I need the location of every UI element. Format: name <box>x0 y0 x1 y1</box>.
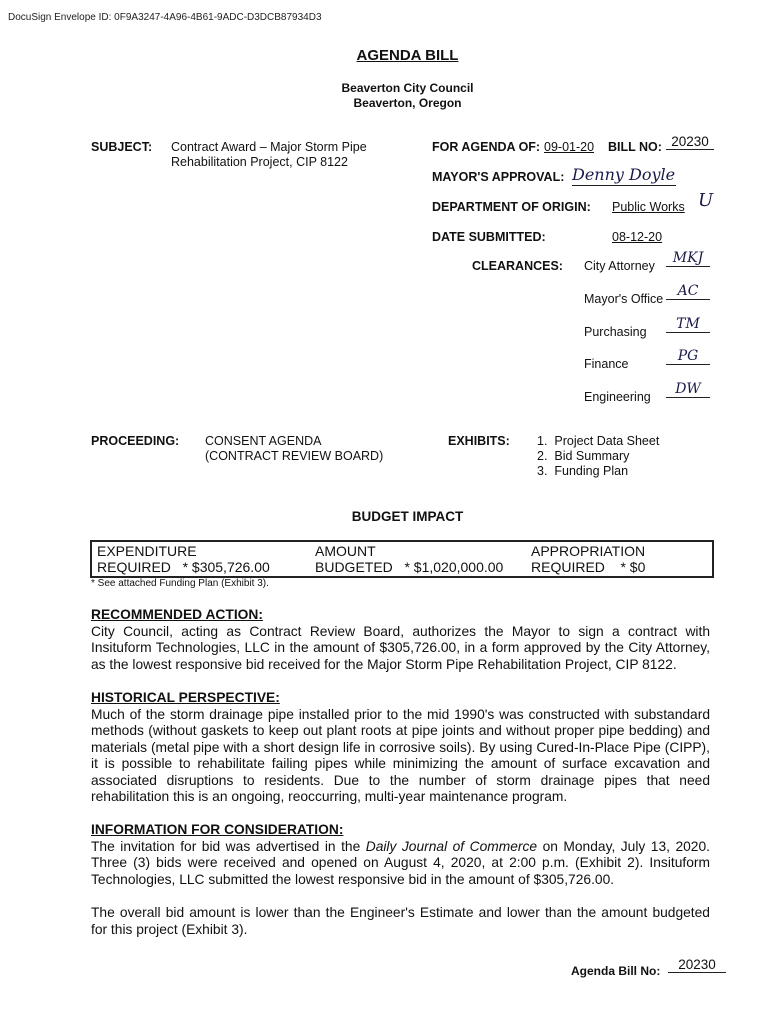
mayor-approval-label: MAYOR'S APPROVAL: <box>432 170 565 184</box>
bill-no-value: 20230 <box>666 134 714 150</box>
bill-no-label: BILL NO: <box>608 140 662 154</box>
for-agenda-date: 09-01-20 <box>544 140 595 154</box>
clearance-initials: PG <box>666 348 710 365</box>
recommended-action-text: City Council, acting as Contract Review Board, authorizes the Mayor to sign a contract with Insituform Technologies, LLC in the amount of $305,726.00, in a form approved by the City Attorney, as the lowest responsive bid received for the Major Storm Pipe Rehabilitation Project, CIP 8122. <box>91 623 710 672</box>
for-agenda-label: FOR AGENDA OF: <box>432 140 541 154</box>
expenditure-value: * $305,726.00 <box>182 559 270 575</box>
information-paragraph-2: The overall bid amount is lower than the Engineer's Estimate and lower than the amount budgeted for this project (Exhibit 3). <box>91 905 710 937</box>
mayor-signature: Denny Doyle <box>572 165 676 184</box>
information-heading: INFORMATION FOR CONSIDERATION: <box>91 822 344 837</box>
budget-footnote: * See attached Funding Plan (Exhibit 3). <box>91 578 269 589</box>
journal-name: Daily Journal of Commerce <box>365 838 538 854</box>
clearance-name: Engineering <box>584 390 651 404</box>
proceeding-label: PROCEEDING: <box>91 434 180 448</box>
department-value: Public Works <box>612 200 685 214</box>
recommended-action-heading: RECOMMENDED ACTION: <box>91 607 263 622</box>
page-title: AGENDA BILL <box>356 47 459 64</box>
footer-bill-label: Agenda Bill No: <box>571 964 661 978</box>
subject-label: SUBJECT: <box>91 140 153 154</box>
date-submitted-value: 08-12-20 <box>612 230 663 244</box>
recommended-action-section <box>91 607 710 673</box>
envelope-id: DocuSign Envelope ID: 0F9A3247-4A96-4B61-9ADC-D3DCB87934D3 <box>8 12 322 23</box>
amount-label-2: BUDGETED <box>315 559 393 575</box>
historical-perspective-section <box>91 690 710 806</box>
information-section <box>91 822 710 888</box>
exhibits-label: EXHIBITS: <box>448 434 510 448</box>
proceeding-line-2: (CONTRACT REVIEW BOARD) <box>205 449 384 463</box>
council-name: Beaverton City Council <box>341 81 474 95</box>
date-submitted-label: DATE SUBMITTED: <box>432 230 546 244</box>
appropriation-label: APPROPRIATION <box>531 543 646 559</box>
information-text-post: on Monday, July 13, 2020. Three (3) bids were received and opened on August 4, 2020, at 2:00 p.m. (Exhibit 2). Insituform Technologies, LLC submitted the lowest responsive bid in the amount of $305,726.00. <box>91 838 710 887</box>
information-text-pre: The invitation for bid was advertised in the <box>91 838 366 854</box>
exhibit-item: 2. Bid Summary <box>537 449 630 463</box>
proceeding-line-1: CONSENT AGENDA <box>205 434 322 448</box>
subject-line-1: Contract Award – Major Storm Pipe <box>171 140 367 154</box>
clearance-name: Finance <box>584 357 629 371</box>
clearance-name: Purchasing <box>584 325 647 339</box>
footer-bill-value: 20230 <box>668 957 726 973</box>
expenditure-label-2: REQUIRED <box>97 559 171 575</box>
budget-table <box>90 540 714 578</box>
amount-value: * $1,020,000.00 <box>404 559 504 575</box>
clearance-initials: TM <box>666 316 710 333</box>
clearance-initials: AC <box>666 283 710 300</box>
subject-line-2: Rehabilitation Project, CIP 8122 <box>171 155 348 169</box>
historical-perspective-heading: HISTORICAL PERSPECTIVE: <box>91 690 280 705</box>
clearance-initials: DW <box>666 381 710 398</box>
clearance-initials: MKJ <box>666 250 710 267</box>
historical-perspective-text: Much of the storm drainage pipe installed prior to the mid 1990's was constructed with substandard methods (without gaskets to keep out plant roots at pipe joints and without proper pipe bedding) and materials (metal pipe with a short design life in corrosive soils). By using Cured-In-Place Pipe (CIPP), it is possible to rehabilitate failing pipes while minimizing the amount of surface excavation and associated disruptions to residents. Due to the number of storm drainage pipes that need rehabilitation this is an ongoing, reoccurring, multi-year maintenance program. <box>91 706 710 804</box>
department-label: DEPARTMENT OF ORIGIN: <box>432 200 591 214</box>
amount-label: AMOUNT <box>315 543 376 559</box>
clearance-name: City Attorney <box>584 259 655 273</box>
department-initial: U <box>698 190 714 211</box>
clearance-name: Mayor's Office <box>584 292 664 306</box>
city-name: Beaverton, Oregon <box>353 96 462 110</box>
appropriation-label-2: REQUIRED <box>531 559 605 575</box>
exhibit-item: 1. Project Data Sheet <box>537 434 660 448</box>
appropriation-value: * $0 <box>620 559 646 575</box>
exhibit-item: 3. Funding Plan <box>537 464 629 478</box>
budget-impact-title: BUDGET IMPACT <box>351 509 464 524</box>
expenditure-label: EXPENDITURE <box>97 543 197 559</box>
clearances-label: CLEARANCES: <box>472 259 563 273</box>
